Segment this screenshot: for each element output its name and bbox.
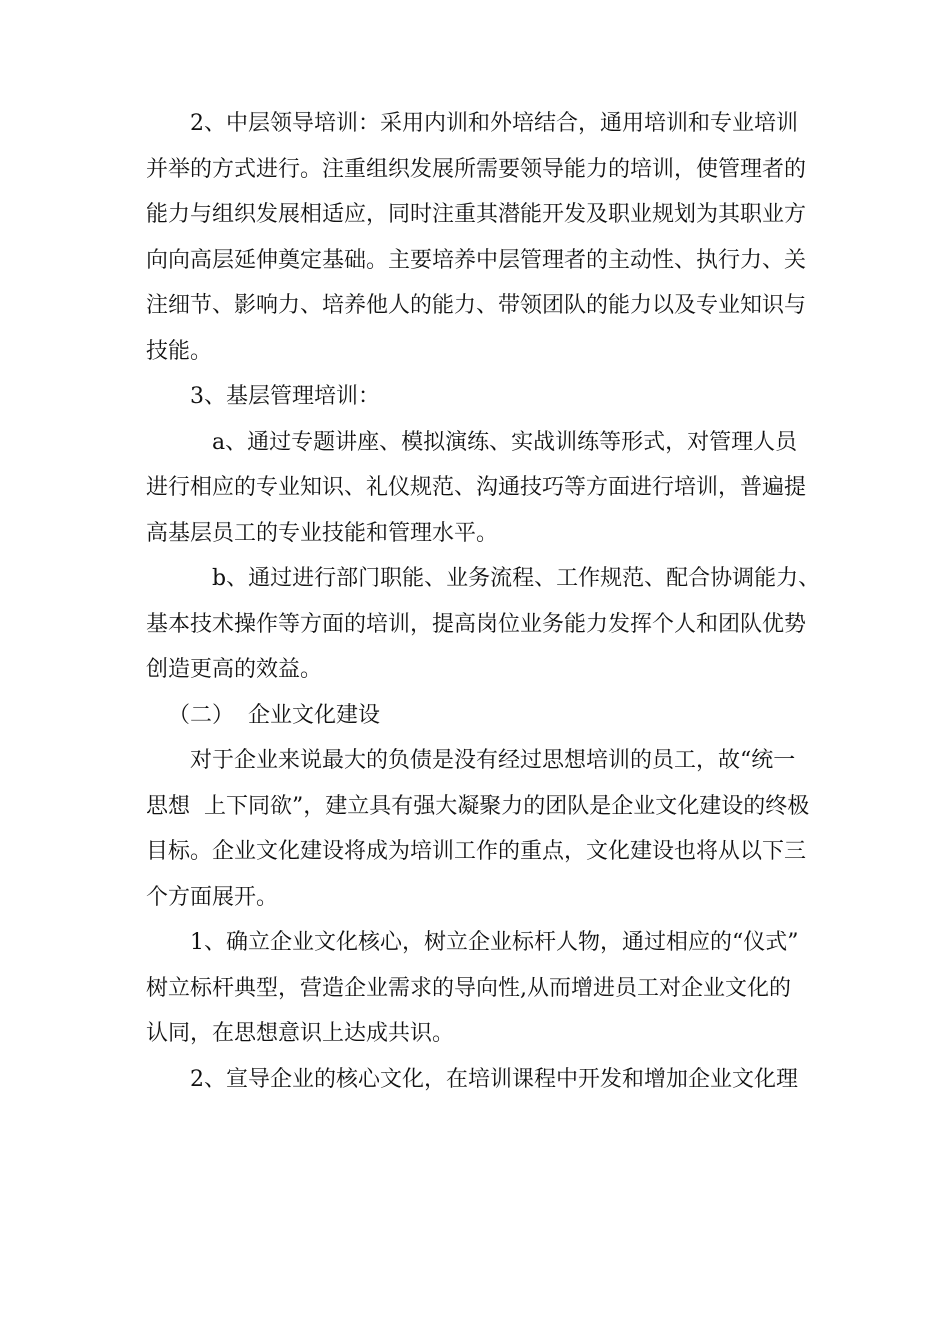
document-body <box>146 101 822 1102</box>
text-line: 对于企业来说最大的负债是没有经过思想培训的员工，故“统一 <box>190 748 796 773</box>
text-line: 向向高层延伸奠定基础。主要培养中层管理者的主动性、执行力、关 <box>146 247 807 273</box>
text-line: 高基层员工的专业技能和管理水平。 <box>146 520 499 546</box>
text-line: b、通过进行部门职能、业务流程、工作规范、配合协调能力、 <box>212 566 821 591</box>
text-line: 2、中层领导培训：采用内训和外培结合，通用培训和专业培训 <box>190 111 798 136</box>
text-line: 能力与组织发展相适应，同时注重其潜能开发及职业规划为其职业方 <box>146 202 807 227</box>
paragraph-grassroots-b <box>146 556 822 693</box>
heading-grassroots-training <box>146 374 822 420</box>
paragraph-culture-intro <box>146 738 822 920</box>
text-line: 3、基层管理培训： <box>190 384 380 409</box>
text-line: 2、宣导企业的核心文化，在培训课程中开发和增加企业文化理 <box>190 1066 798 1092</box>
text-line: 认同，在思想意识上达成共识。 <box>146 1021 455 1046</box>
text-line: a、通过专题讲座、模拟演练、实战训练等形式，对管理人员 <box>212 429 798 455</box>
text-line: 树立标杆典型，营造企业需求的导向性,从而增进员工对企业文化的 <box>146 975 791 1001</box>
text-line: 基本技术操作等方面的培训，提高岗位业务能力发挥个人和团队优势 <box>146 611 807 637</box>
text-line: 目标。企业文化建设将成为培训工作的重点，文化建设也将从以下三 <box>146 839 807 864</box>
paragraph-culture-1 <box>146 920 822 1057</box>
section-title: （二） 企业文化建设 <box>168 702 380 728</box>
paragraph-middle-leadership <box>146 101 822 374</box>
text-line: 技能。 <box>146 338 213 364</box>
text-line: 进行相应的专业知识、礼仪规范、沟通技巧等方面进行培训，普遍提 <box>146 475 807 500</box>
section-heading-culture <box>146 693 822 739</box>
text-line: 1、确立企业文化核心，树立企业标杆人物，通过相应的“仪式” <box>190 930 799 955</box>
text-line: 并举的方式进行。注重组织发展所需要领导能力的培训，使管理者的 <box>146 156 807 182</box>
paragraph-grassroots-a <box>146 420 822 557</box>
text-line: 个方面展开。 <box>146 884 279 910</box>
paragraph-culture-2 <box>146 1057 822 1103</box>
text-line: 创造更高的效益。 <box>146 657 323 682</box>
text-line: 注细节、影响力、培养他人的能力、带领团队的能力以及专业知识与 <box>146 293 807 318</box>
text-line: 思想 上下同欲”，建立具有强大凝聚力的团队是企业文化建设的终极 <box>146 793 810 819</box>
